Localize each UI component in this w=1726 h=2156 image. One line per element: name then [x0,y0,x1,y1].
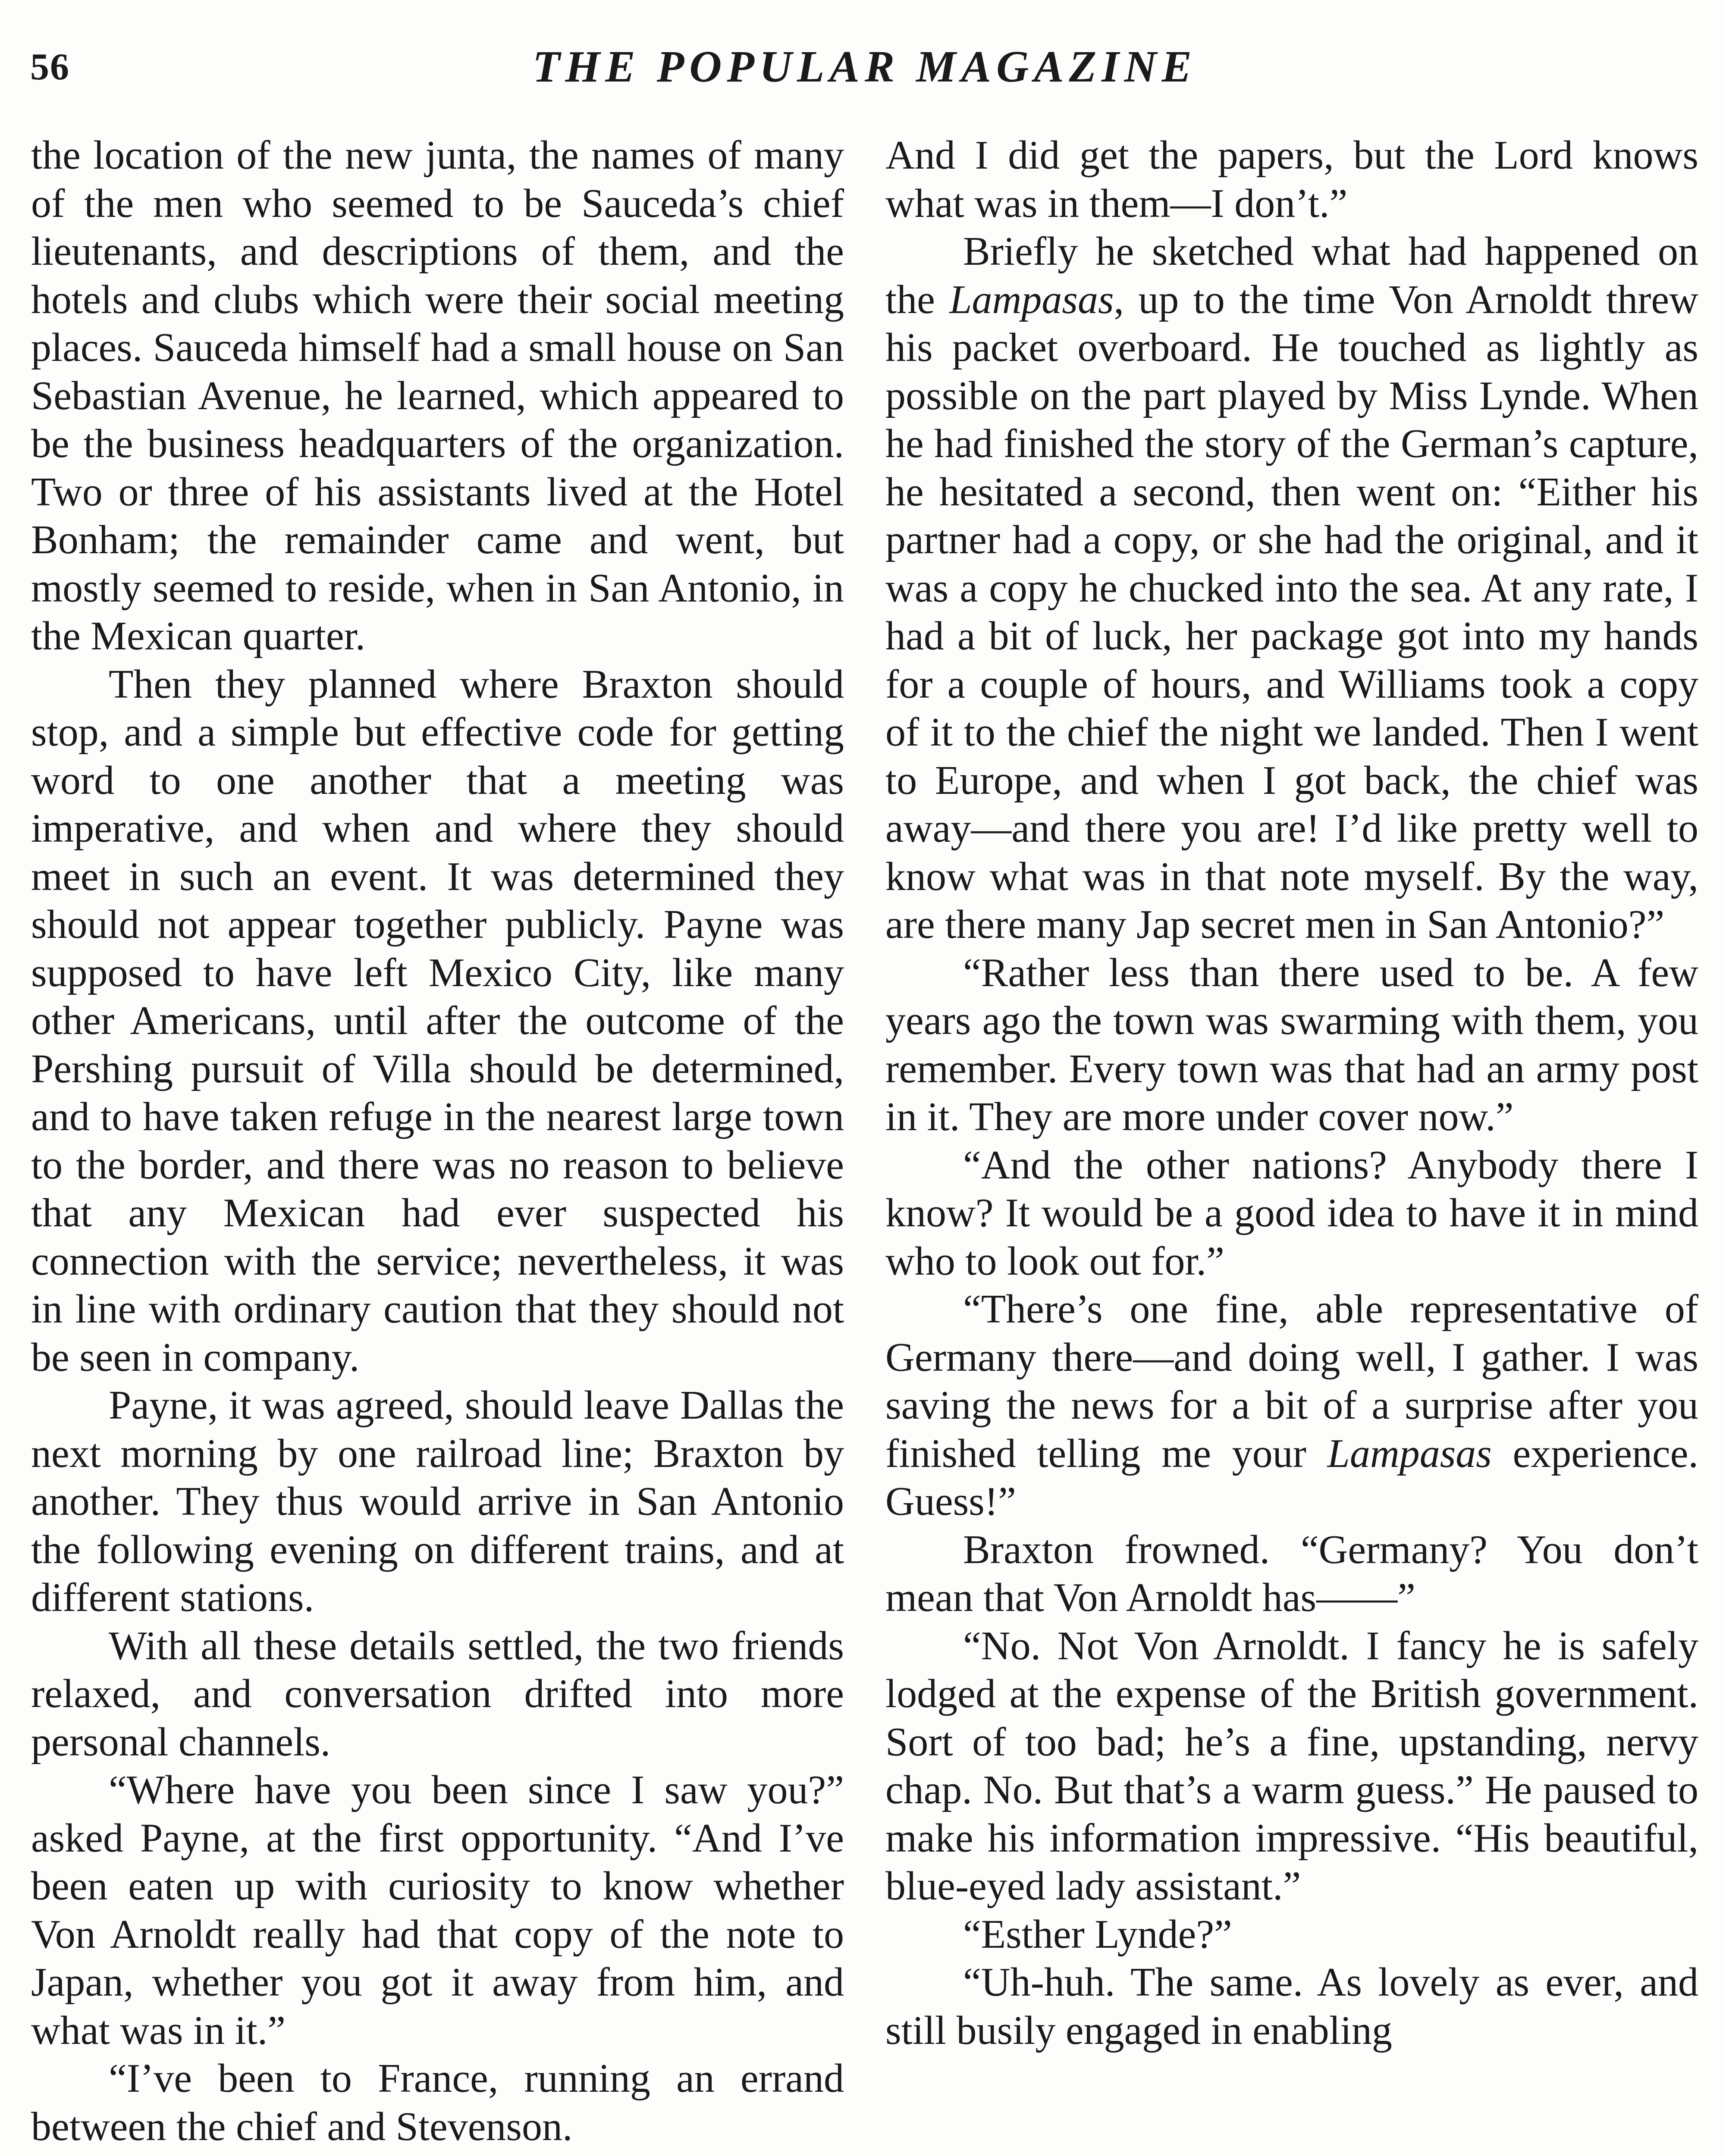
paragraph: “Esther Lynde?” [963,1912,1232,1957]
paragraph: Payne, it was agreed, should leave Dallas the next morning by one railroad line; Braxton by another. They thus would arrive in San Antonio the following evening on different trains, and at different stations. [31,1383,844,1620]
ship-name: Lampasas [1327,1431,1492,1476]
left-column [31,132,844,2156]
paragraph: the location of the new junta, the names of many of the men who seemed to be Sauceda’s chief lieutenants, and descriptions of them, and the hotels and clubs which were their social meeting places. Sauceda himself had a small house on San Sebastian Avenue, he learned, which appeared to be the business headquarters of the organization. Two or three of his assistants lived at the Hotel Bonham; the remainder came and went, but mostly seemed to reside, when in San Antonio, in the Mexican quarter. [31,133,844,658]
paragraph: “I’ve been to France, running an errand between the chief and Stevenson. [31,2056,844,2149]
paragraph: With all these details settled, the two friends relaxed, and conversation drifted into more personal channels. [31,1623,844,1764]
paragraph: “And the other nations? Anybody there I know? It would be a good idea to have it in mind who to look out for.” [885,1142,1698,1284]
running-title: THE POPULAR MAGAZINE [532,42,1197,91]
page-header [30,41,1699,101]
paragraph: “Where have you been since I saw you?” asked Payne, at the first opportunity. “And I’ve been eaten up with curiosity to know whether Von Arnoldt really had that copy of the note to Japan, whether you got it away from him, and what was in it.” [31,1767,844,2053]
paragraph: “Rather less than there used to be. A few years ago the town was swarming with them, you remember. Every town was that had an army post in it. They are more under cover now.” [885,950,1698,1139]
right-column [885,132,1698,2156]
paragraph [885,1285,1698,1526]
paragraph-text: experience. Guess!” [885,1431,1698,1524]
paragraph: Then they planned where Braxton should stop, and a simple but effective code for getting word to one another that a meeting was imperative, and when and where they should meet in such an event. It was determined they should not appear together publicly. Payne was supposed to have left Mexico City, like many other Americans, until after the outcome of the Pershing pursuit of Villa should be determined, and to have taken refuge in the nearest large town to the border, and there was no reason to believe that any Mexican had ever suspected his connection with the service; nevertheless, it was in line with ordinary caution that they should not be seen in company. [31,661,844,1380]
paragraph [885,228,1698,949]
paragraph-text: “There’s one fine, able representative of Germany there—and doing well, I gather. I was saving the news for a bit of a surprise after you finished telling me your [885,1287,1698,1476]
paragraph: Braxton frowned. “Germany? You don’t mean that Von Arnoldt has——” [885,1527,1698,1620]
page-number: 56 [30,46,70,88]
paragraph-text: Briefly he sketched what had happened on the [885,229,1698,322]
paragraph: “Uh-huh. The same. As lovely as ever, and still busily engaged in enabling [885,1960,1698,2053]
ship-name: Lampasas [949,277,1114,322]
paragraph-text: , up to the time Von Arnoldt threw his packet overboard. He touched as lightly as possible on the part played by Miss Lynde. When he had finished the story of the German’s capture, he hesitated a second, then went on: “Either his partner had a copy, or she had the original, and it was a copy he chucked into the sea. At any rate, I had a bit of luck, her package got into my hands for a couple of hours, and Williams took a copy of it to the chief the night we landed. Then I went to Europe, and when I got back, the chief was away—and there you are! I’d like pretty well to know what was in that note myself. By the way, are there many Jap secret men in San Antonio?” [885,277,1698,947]
paragraph: And I did get the papers, but the Lord knows what was in them—I don’t.” [885,133,1698,226]
paragraph: “No. Not Von Arnoldt. I fancy he is safely lodged at the expense of the British government. Sort of too bad; he’s a fine, upstanding, nervy chap. No. But that’s a warm guess.” He paused to make his information impressive. “His beautiful, blue-eyed lady assistant.” [885,1623,1698,1908]
